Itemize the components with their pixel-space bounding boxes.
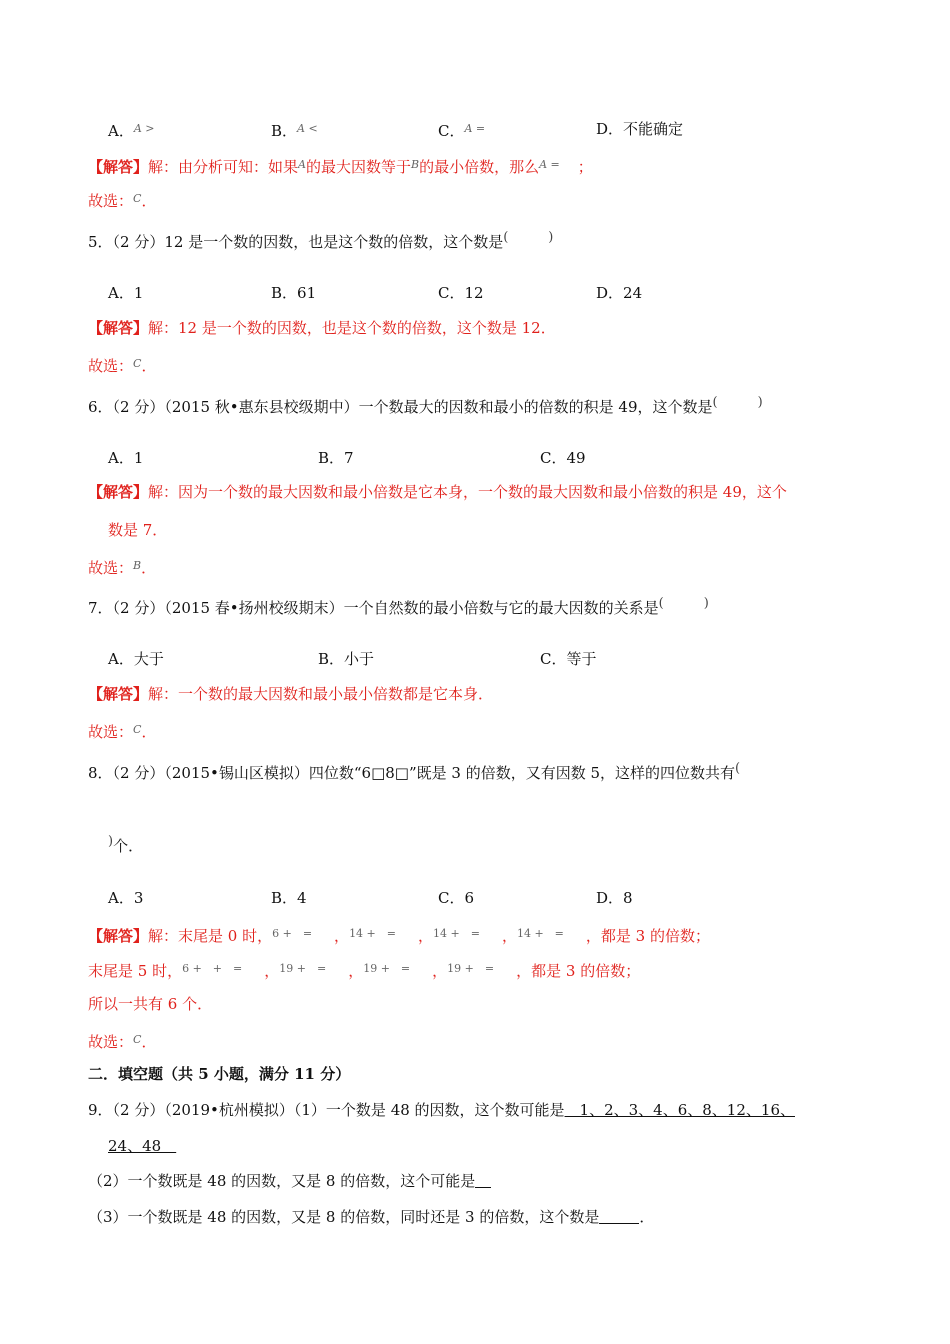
q8-option-a [108, 888, 143, 908]
separator: ， [334, 927, 350, 945]
answer-tag: 【解答】 [88, 483, 149, 501]
option-letter: A． [108, 449, 134, 467]
separator: ， [264, 962, 280, 980]
paren-open: ( [658, 596, 664, 611]
q9-part2 [88, 1171, 491, 1191]
q7-option-c [540, 649, 597, 669]
option-expr: A > [133, 122, 155, 135]
option-letter: B． [271, 889, 298, 907]
option-text: 8 [623, 889, 633, 907]
answer-text: 解：因为一个数的最大因数和最小倍数是它本身，一个数的最大因数和最小倍数的积是 49，这个 [148, 483, 787, 501]
answer-text: 数是 7． [108, 521, 168, 539]
q5-choice [88, 354, 156, 376]
question-stem: 6．（2 分）（2015 秋•惠东县校级期中）一个数最大的因数和最小的倍数的积是 49，这个数是 [88, 398, 713, 416]
answer-text: ，都是 3 的倍数； [516, 962, 641, 980]
section-title [88, 1064, 350, 1084]
answer-text: ，都是 3 的倍数； [585, 927, 710, 945]
answer-tag: 【解答】 [88, 685, 149, 703]
option-text: 61 [297, 284, 317, 302]
choice-letter: C [133, 723, 142, 736]
q8-answer-line1 [88, 924, 710, 946]
question-stem: 9．（2 分）（2019•杭州模拟）（1）一个数是 48 的因数，这个数可能是 [88, 1101, 565, 1119]
q7-answer [88, 684, 493, 704]
q8-option-d [596, 888, 633, 908]
option-text: 1 [133, 449, 144, 467]
paren-close: ) [108, 834, 114, 849]
option-letter: B． [271, 284, 298, 302]
choice-label: 故选： [88, 357, 134, 375]
answer-expr: 6 + = [272, 927, 313, 940]
option-letter: A． [108, 284, 134, 302]
fill-blank[interactable] [475, 1173, 491, 1188]
q4-option-b [271, 119, 318, 141]
choice-end: ． [141, 192, 157, 210]
choice-label: 故选： [88, 559, 134, 577]
paren-close: ) [757, 395, 763, 410]
option-text: 49 [566, 449, 586, 467]
answer-text: 所以一共有 6 个． [88, 995, 213, 1013]
q6-option-a [108, 448, 143, 468]
option-letter: B． [271, 122, 298, 140]
option-letter: C． [438, 122, 465, 140]
option-text: 3 [133, 889, 144, 907]
option-letter: B． [318, 449, 345, 467]
q5-option-a [108, 283, 143, 303]
q6-option-b [318, 448, 354, 468]
answer-text: 的最小倍数，那么 [419, 158, 540, 176]
option-text: 等于 [566, 650, 597, 668]
question-stem: 8．（2 分）（2015•锡山区模拟）四位数“6□8□”既是 3 的倍数，又有因数 5，这样的四位数共有 [88, 764, 736, 782]
q8-stem-end [108, 832, 143, 856]
option-text: 1 [133, 284, 144, 302]
q8-stem [88, 759, 740, 783]
option-text: 小于 [344, 650, 375, 668]
answer-expr: 19 + = [279, 962, 327, 975]
separator: ， [432, 962, 448, 980]
choice-end: ． [141, 357, 157, 375]
option-text: 大于 [133, 650, 164, 668]
q7-option-b [318, 649, 374, 669]
answer-text: 解：12 是一个数的因数，也是这个数的倍数，这个数是 12． [148, 319, 556, 337]
paren-open: ( [503, 230, 509, 245]
q6-option-c [540, 448, 586, 468]
option-expr: A = [464, 122, 486, 135]
option-letter: C． [540, 449, 567, 467]
choice-letter: B [133, 559, 142, 572]
answer-var: B [411, 158, 420, 171]
question-stem: 5．（2 分）12 是一个数的因数，也是这个数的倍数，这个数是 [88, 233, 504, 251]
answer-expr: 14 + = [349, 927, 396, 940]
option-letter: A． [108, 122, 134, 140]
answer-tag: 【解答】 [88, 927, 149, 945]
option-text: 12 [464, 284, 484, 302]
option-letter: C． [438, 284, 465, 302]
choice-letter: C [133, 357, 142, 370]
q5-option-b [271, 283, 316, 303]
option-text: 24 [623, 284, 643, 302]
choice-end: ． [141, 559, 157, 577]
q6-stem [88, 393, 763, 417]
option-letter: C． [438, 889, 465, 907]
q7-stem [88, 594, 709, 618]
fill-answer: 1、2、3、4、6、8、12、16、 [564, 1101, 795, 1119]
choice-label: 故选： [88, 723, 134, 741]
option-text: 不能确定 [623, 120, 684, 138]
q4-option-c [438, 119, 485, 141]
choice-letter: C [133, 192, 142, 205]
answer-expr: 19 + = [363, 962, 411, 975]
q8-answer-line2 [88, 959, 640, 981]
fill-blank[interactable] [599, 1209, 639, 1224]
answer-expr: 14 + = [433, 927, 480, 940]
answer-expr: 14 + = [516, 927, 564, 940]
separator: ， [418, 927, 434, 945]
q8-choice [88, 1030, 156, 1052]
answer-var: A [298, 158, 306, 171]
option-letter: B． [318, 650, 345, 668]
option-letter: D． [596, 120, 624, 138]
paren-open: ( [735, 761, 741, 776]
q8-option-b [271, 888, 307, 908]
option-letter: A． [108, 650, 134, 668]
separator: ， [501, 927, 517, 945]
q7-choice [88, 720, 156, 742]
option-text: 4 [297, 889, 307, 907]
answer-tag: 【解答】 [88, 158, 149, 176]
fill-answer: 24、48 [108, 1137, 177, 1155]
question-part: （2）一个数既是 48 的因数，又是 8 的倍数，这个可能是 [88, 1172, 476, 1190]
answer-text: 解：由分析可知：如果 [148, 158, 299, 176]
q4-option-a [108, 119, 155, 141]
q8-answer-line3 [88, 994, 212, 1014]
choice-label: 故选： [88, 192, 134, 210]
q8-option-c [438, 888, 474, 908]
choice-end: ． [141, 723, 157, 741]
option-letter: D． [596, 284, 624, 302]
option-expr: A < [297, 122, 318, 135]
question-stem: 7．（2 分）（2015 春•扬州校级期末）一个自然数的最小倍数与它的最大因数的关系是 [88, 599, 659, 617]
q6-choice [88, 556, 156, 578]
question-part-end: ． [639, 1208, 655, 1226]
option-letter: D． [596, 889, 624, 907]
answer-expr: 19 + = [447, 962, 495, 975]
q5-stem [88, 228, 553, 252]
separator: ， [348, 962, 364, 980]
option-text: 6 [464, 889, 475, 907]
answer-expr: 6 + + = [182, 962, 243, 975]
answer-expr: A = [539, 158, 560, 171]
q4-option-d [596, 119, 683, 139]
choice-end: ． [141, 1033, 157, 1051]
answer-text: 解：末尾是 0 时， [148, 927, 273, 945]
q5-option-c [438, 283, 484, 303]
q9-part3 [88, 1207, 654, 1227]
answer-text: 的最大因数等于 [305, 158, 411, 176]
answer-text: ； [577, 158, 593, 176]
q9-stem [88, 1100, 795, 1120]
answer-text: 解：一个数的最大因数和最小最小倍数都是它本身． [148, 685, 494, 703]
option-text: 7 [344, 449, 354, 467]
q6-answer [88, 482, 787, 502]
paren-open: ( [712, 395, 718, 410]
answer-tag: 【解答】 [88, 319, 149, 337]
q9-stem-cont [108, 1136, 176, 1156]
q4-choice [88, 189, 156, 211]
option-letter: A． [108, 889, 134, 907]
question-part: （3）一个数既是 48 的因数，又是 8 的倍数，同时还是 3 的倍数，这个数是 [88, 1208, 600, 1226]
question-stem-end: 个． [113, 837, 144, 855]
paren-close: ) [548, 230, 554, 245]
q4-answer [88, 155, 593, 177]
section-title-text: 二．填空题（共 5 小题，满分 11 分） [88, 1065, 351, 1083]
choice-letter: C [133, 1033, 142, 1046]
q5-option-d [596, 283, 642, 303]
choice-label: 故选： [88, 1033, 134, 1051]
q5-answer [88, 318, 556, 338]
q7-option-a [108, 649, 164, 669]
option-letter: C． [540, 650, 567, 668]
q6-answer-cont [108, 520, 167, 540]
answer-text: 末尾是 5 时， [88, 962, 183, 980]
paren-close: ) [703, 596, 709, 611]
